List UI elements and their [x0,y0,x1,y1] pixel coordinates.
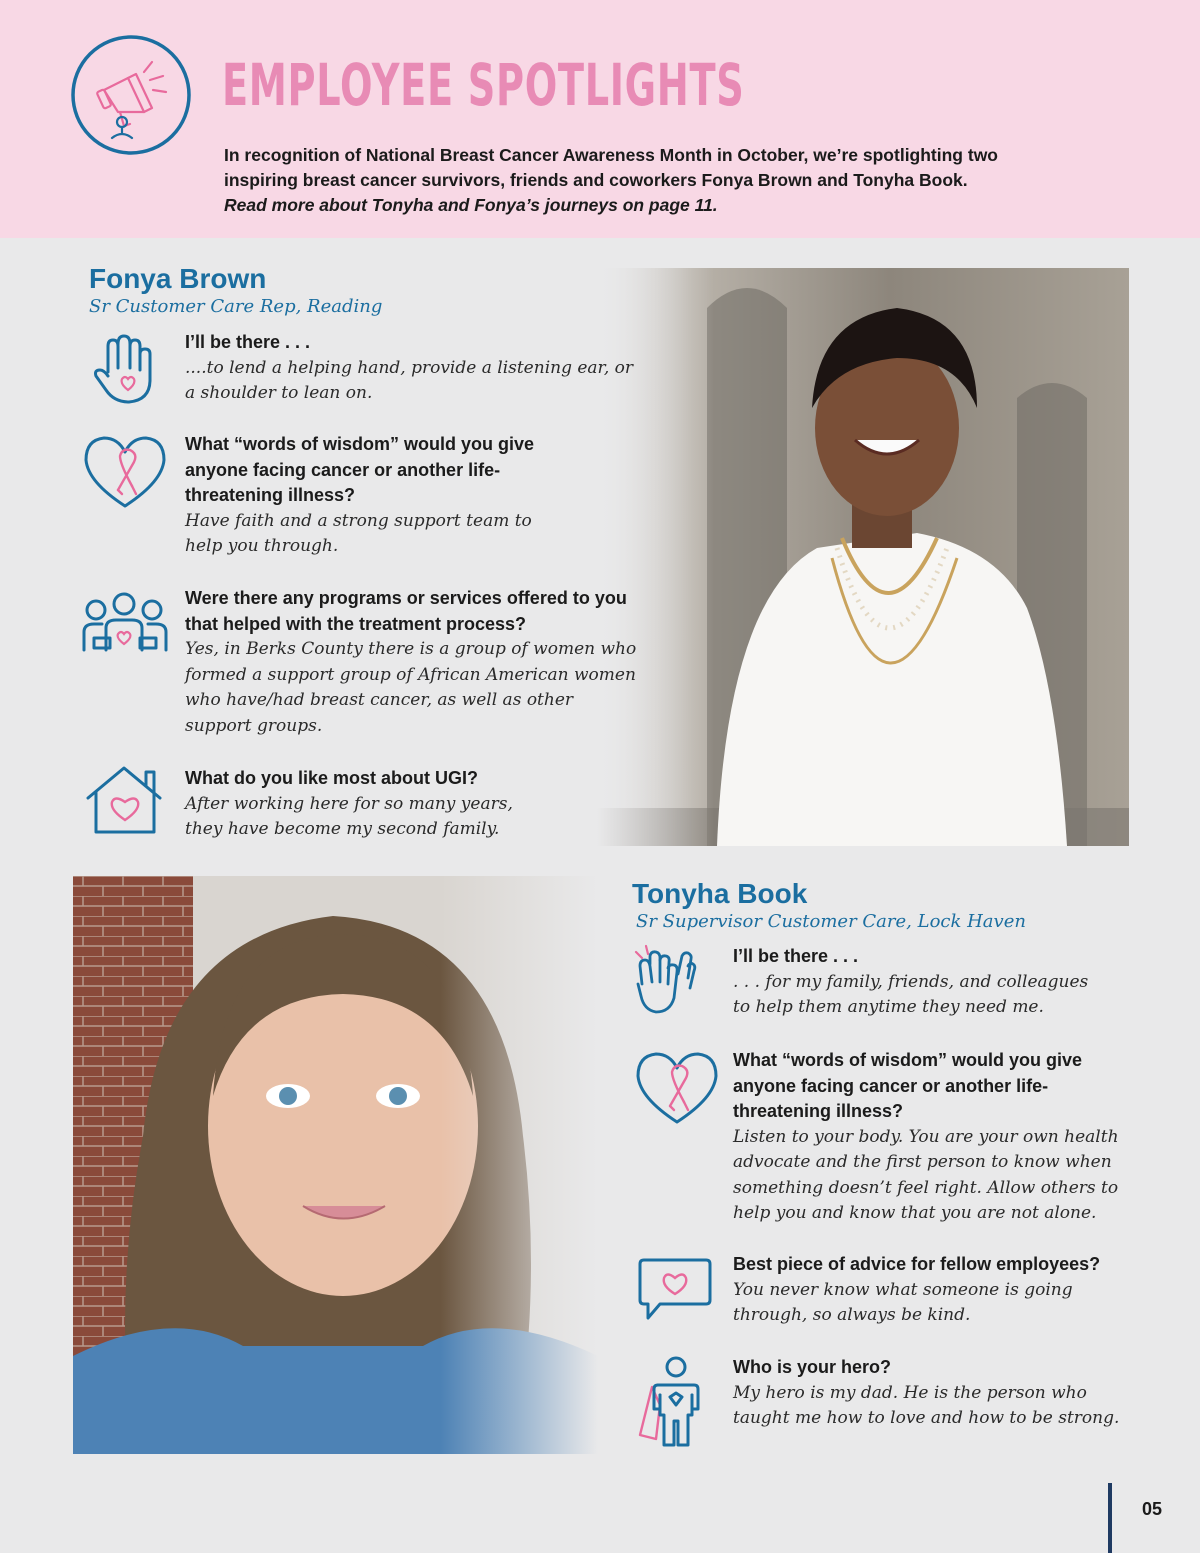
page-number: 05 [1142,1499,1163,1519]
intro-text [224,143,1124,218]
helping-hand-icon [82,330,162,410]
tonyha-book-photo [73,876,598,1454]
tonyha-answer-1: . . . for my family, friends, and colleagues to help them anytime they need me. [733,971,1089,1017]
heart-house-icon [84,764,166,836]
fonya-question-4: What do you like most about UGI? [185,768,479,788]
fonya-answer-1: ....to lend a helping hand, provide a listening ear, or a shoulder to lean on. [185,357,633,403]
tonyha-answer-2: Listen to your body. You are your own health advocate and the first person to know when something doesn’t feel right. Allow others to help you and know that you are not alone. [733,1126,1119,1223]
tonyha-answer-3: You never know what someone is going through, so always be kind. [733,1279,1073,1325]
fonya-question-3: Were there any programs or services offered to you that helped with the treatment process? [185,588,627,634]
intro-line: inspiring breast cancer survivors, friends and coworkers Fonya Brown and Tonyha Book. [224,170,968,190]
fonya-answer-3: Yes, in Berks County there is a group of women who formed a support group of African American women who have/had breast cancer, as well as other support groups. [185,639,637,736]
heart-ribbon-icon [82,434,168,514]
fonya-brown-photo [597,268,1129,846]
tonyha-question-1: I’ll be there . . . [733,946,859,966]
page-title: EMPLOYEE SPOTLIGHTS [222,51,745,119]
intro-line: In recognition of National Breast Cancer Awareness Month in October, we’re spotlighting two [224,145,998,165]
heart-chat-icon [638,1256,712,1322]
tonyha-answer-4: My hero is my dad. He is the person who taught me how to love and how to be strong. [733,1382,1120,1428]
high-five-icon [634,944,698,1018]
tonyha-name: Tonyha Book [632,878,808,909]
fonya-role: Sr Customer Care Rep, Reading [89,296,383,317]
tonyha-question-2: What “words of wisdom” would you give anyone facing cancer or another life-threatening illness? [733,1050,1083,1121]
heart-ribbon-icon [634,1050,720,1130]
fonya-answer-4: After working here for so many years, they have become my second family. [185,793,513,839]
fonya-name: Fonya Brown [89,263,267,294]
fonya-answer-2: Have faith and a strong support team to help you through. [185,510,532,556]
tonyha-question-4: Who is your hero? [733,1357,892,1377]
tonyha-question-3: Best piece of advice for fellow employees? [733,1254,1101,1274]
header-banner [0,0,1200,238]
tonyha-role: Sr Supervisor Customer Care, Lock Haven [636,911,1026,932]
megaphone-icon [70,34,192,156]
fonya-question-1: I’ll be there . . . [185,332,311,352]
fonya-question-2: What “words of wisdom” would you give anyone facing cancer or another life-threatening illness? [185,434,535,505]
intro-page-reference: Read more about Tonyha and Fonya’s journeys on page 11. [224,195,718,215]
superhero-icon [636,1355,706,1451]
page-number-rule [1108,1483,1112,1553]
support-group-icon [80,588,170,668]
